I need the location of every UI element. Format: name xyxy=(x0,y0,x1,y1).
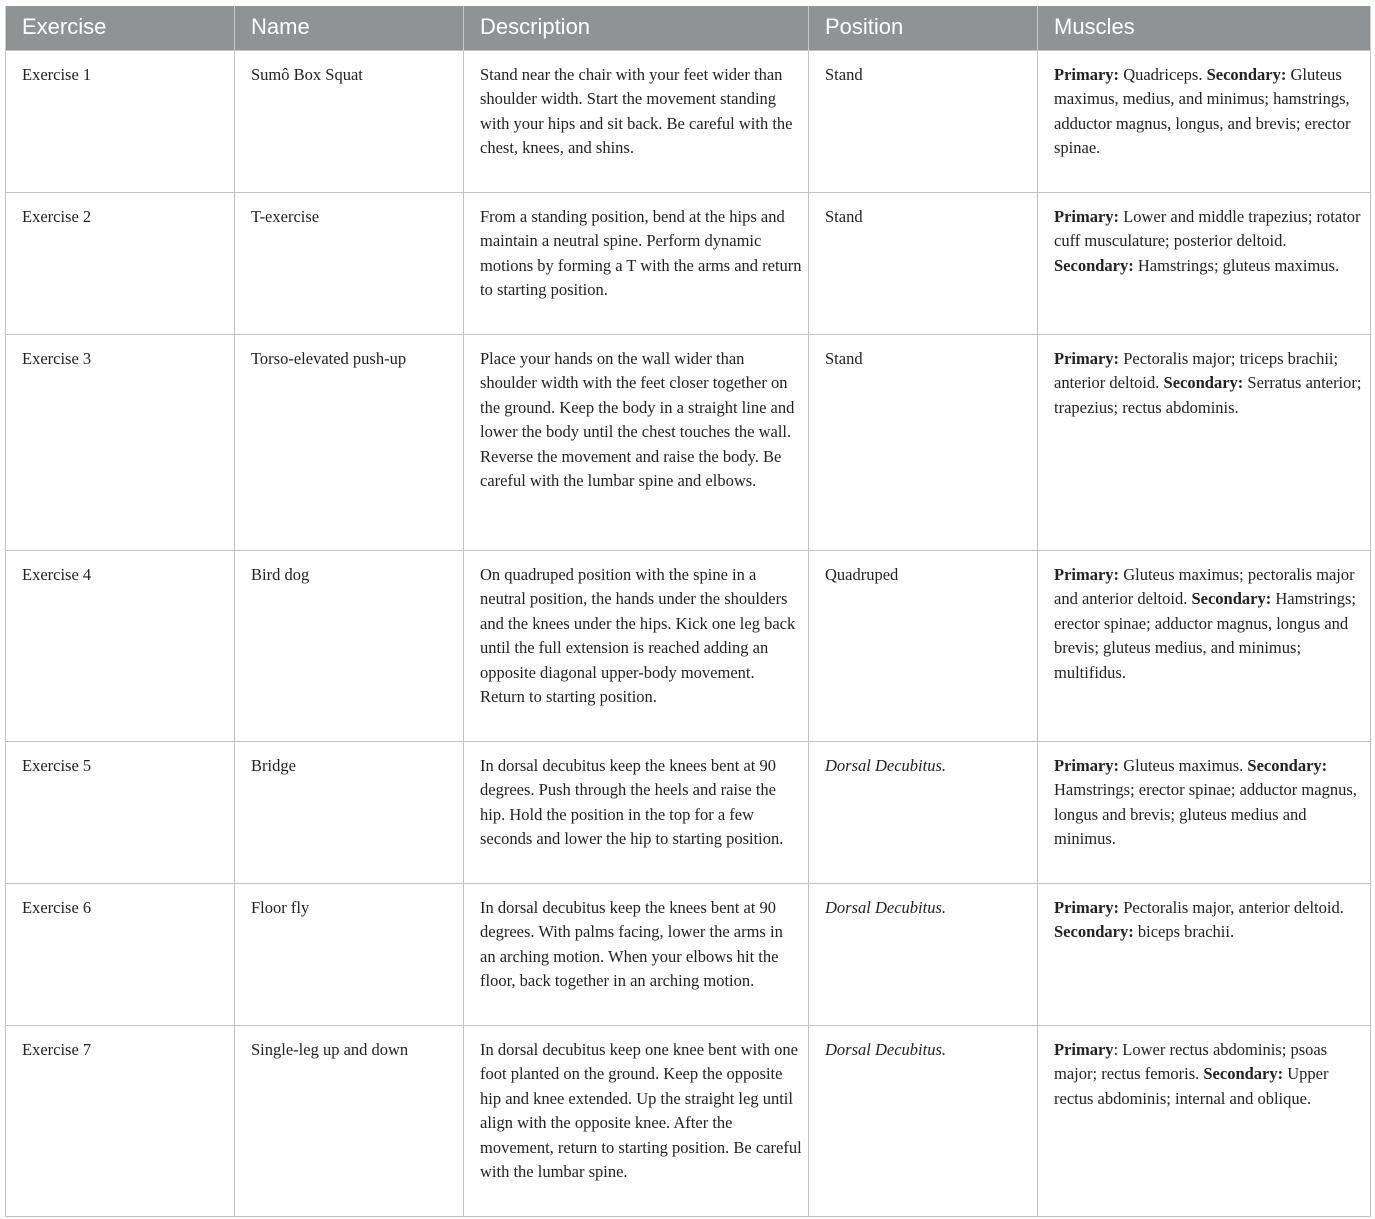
cell-muscles xyxy=(1038,1025,1371,1216)
cell-muscles xyxy=(1038,883,1371,1025)
primary-label: Primary: xyxy=(1054,755,1120,775)
header-position: Position xyxy=(809,6,1038,50)
cell-position: Dorsal Decubitus. xyxy=(809,741,1038,883)
cell-name: Torso-elevated push-up xyxy=(235,334,464,550)
cell-position: Stand xyxy=(809,334,1038,550)
cell-exercise: Exercise 6 xyxy=(6,883,235,1025)
secondary-label: Secondary: xyxy=(1247,755,1328,775)
table-row xyxy=(6,741,1371,883)
secondary-label: Secondary: xyxy=(1054,255,1134,275)
primary-muscles: Quadriceps. xyxy=(1119,64,1207,84)
secondary-muscles: biceps brachii. xyxy=(1133,922,1235,942)
cell-name: T-exercise xyxy=(235,192,464,334)
cell-name: Single-leg up and down xyxy=(235,1025,464,1216)
cell-name: Sumô Box Squat xyxy=(235,50,464,192)
primary-label: Primary: xyxy=(1054,206,1120,226)
cell-name: Bird dog xyxy=(235,550,464,741)
exercise-table xyxy=(5,6,1371,1217)
secondary-muscles: Hamstrings; gluteus maximus. xyxy=(1133,255,1340,275)
cell-description: In dorsal decubitus keep the knees bent at 90 degrees. Push through the heels and raise the hip. Hold the position in the top for a few seconds and lower the hip to starting position. xyxy=(464,741,809,883)
primary-muscles: Gluteus maximus. xyxy=(1119,755,1248,775)
primary-label: Primary: xyxy=(1054,564,1120,584)
header-muscles: Muscles xyxy=(1038,6,1371,50)
primary-label: Primary: xyxy=(1054,897,1120,917)
primary-label: Primary xyxy=(1054,1039,1114,1059)
cell-muscles xyxy=(1038,741,1371,883)
cell-position: Stand xyxy=(809,192,1038,334)
primary-muscles: : Lower rectus abdominis; psoas major; rectus femoris. xyxy=(1054,1039,1328,1084)
cell-exercise: Exercise 2 xyxy=(6,192,235,334)
table-header xyxy=(6,6,1371,50)
secondary-muscles: Upper rectus abdominis; internal and oblique. xyxy=(1054,1064,1329,1108)
cell-position: Dorsal Decubitus. xyxy=(809,1025,1038,1216)
primary-muscles: Pectoralis major, anterior deltoid. xyxy=(1119,897,1344,917)
secondary-muscles: Gluteus maximus, medius, and minimus; hamstrings, adductor magnus, longus, and brevis; erector spinae. xyxy=(1054,64,1351,158)
cell-exercise: Exercise 4 xyxy=(6,550,235,741)
cell-description: From a standing position, bend at the hips and maintain a neutral spine. Perform dynamic motions by forming a T with the arms and return to starting position. xyxy=(464,192,809,334)
cell-name: Bridge xyxy=(235,741,464,883)
cell-exercise: Exercise 5 xyxy=(6,741,235,883)
table-row xyxy=(6,50,1371,192)
cell-description: In dorsal decubitus keep the knees bent at 90 degrees. With palms facing, lower the arms in an arching motion. When your elbows hit the floor, back together in an arching motion. xyxy=(464,883,809,1025)
cell-muscles xyxy=(1038,550,1371,741)
secondary-label: Secondary: xyxy=(1191,589,1272,609)
table-row xyxy=(6,550,1371,741)
secondary-muscles: Hamstrings; erector spinae; adductor magnus, longus and brevis; gluteus medius and minimus. xyxy=(1054,780,1357,849)
table-row xyxy=(6,1025,1371,1216)
secondary-label: Secondary: xyxy=(1054,922,1134,942)
header-row xyxy=(6,6,1371,50)
cell-muscles xyxy=(1038,334,1371,550)
table-body xyxy=(6,50,1371,1216)
secondary-label: Secondary: xyxy=(1206,64,1287,84)
primary-muscles: Gluteus maximus; pectoralis major and anterior deltoid. xyxy=(1054,564,1355,609)
primary-label: Primary: xyxy=(1054,348,1120,368)
table-row xyxy=(6,192,1371,334)
cell-description: On quadruped position with the spine in a neutral position, the hands under the shoulders and the knees under the hips. Kick one leg back until the full extension is reached adding an opposite diagonal upper-body movement. Return to starting position. xyxy=(464,550,809,741)
secondary-muscles: Serratus anterior; trapezius; rectus abdominis. xyxy=(1054,373,1362,417)
primary-label: Primary: xyxy=(1054,64,1120,84)
secondary-muscles: Hamstrings; erector spinae; adductor magnus, longus and brevis; gluteus medius, and minimus; multifidus. xyxy=(1054,589,1357,682)
cell-description: Stand near the chair with your feet wider than shoulder width. Start the movement standing with your hips and sit back. Be careful with the chest, knees, and shins. xyxy=(464,50,809,192)
cell-name: Floor fly xyxy=(235,883,464,1025)
header-exercise: Exercise xyxy=(6,6,235,50)
primary-muscles: Lower and middle trapezius; rotator cuff musculature; posterior deltoid. xyxy=(1054,206,1361,251)
secondary-label: Secondary: xyxy=(1163,373,1244,393)
cell-exercise: Exercise 3 xyxy=(6,334,235,550)
table-row xyxy=(6,334,1371,550)
cell-position: Stand xyxy=(809,50,1038,192)
secondary-label: Secondary: xyxy=(1203,1064,1284,1084)
table-row xyxy=(6,883,1371,1025)
cell-muscles xyxy=(1038,50,1371,192)
cell-description: Place your hands on the wall wider than shoulder width with the feet closer together on the ground. Keep the body in a straight line and lower the body until the chest touches the wall. Reverse the movement and raise the body. Be careful with the lumbar spine and elbows. xyxy=(464,334,809,550)
cell-muscles xyxy=(1038,192,1371,334)
cell-exercise: Exercise 7 xyxy=(6,1025,235,1216)
cell-exercise: Exercise 1 xyxy=(6,50,235,192)
header-description: Description xyxy=(464,6,809,50)
cell-position: Quadruped xyxy=(809,550,1038,741)
primary-muscles: Pectoralis major; triceps brachii; anterior deltoid. xyxy=(1054,348,1339,393)
cell-description: In dorsal decubitus keep one knee bent with one foot planted on the ground. Keep the opposite hip and knee extended. Up the straight leg until align with the opposite knee. After the movement, return to starting position. Be careful with the lumbar spine. xyxy=(464,1025,809,1216)
cell-position: Dorsal Decubitus. xyxy=(809,883,1038,1025)
header-name: Name xyxy=(235,6,464,50)
